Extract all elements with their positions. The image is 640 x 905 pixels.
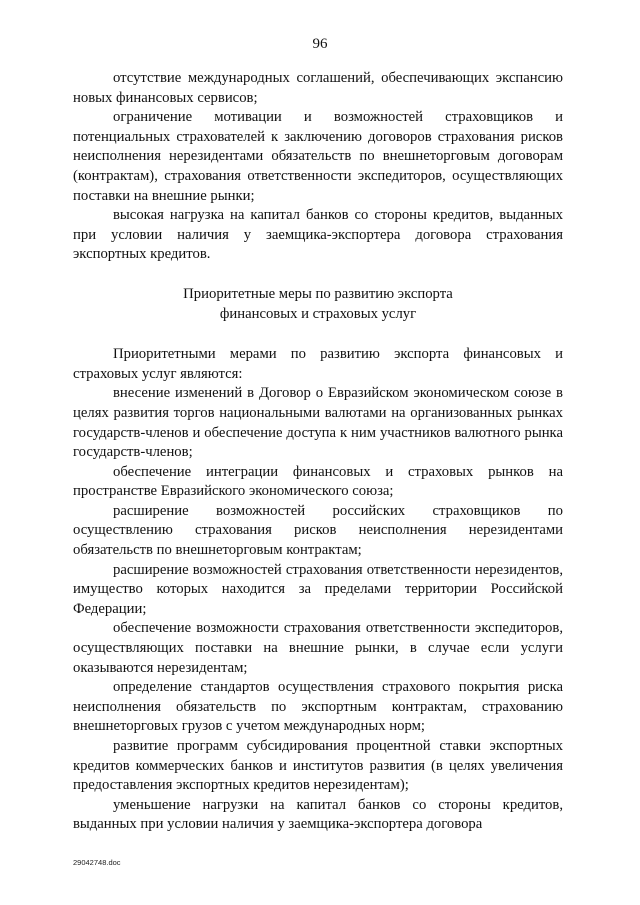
document-body: [73, 69, 563, 835]
section-heading-line: финансовых и страховых услуг: [219, 305, 417, 322]
paragraph: Приоритетными мерами по развитию экспорта финансовых и страховых услуг являются:: [73, 346, 563, 382]
page-number: 96: [312, 36, 328, 52]
document-filename: 29042748.doc: [73, 858, 121, 867]
paragraph: обеспечение интеграции финансовых и страховых рынков на пространстве Евразийского экономического союза;: [73, 463, 563, 500]
paragraph: расширение возможностей российских страховщиков по осуществлению страхования рисков неисполнения нерезидентами обязательств по внешнеторговым контрактам;: [73, 502, 563, 559]
paragraph: развитие программ субсидирования процентной ставки экспортных кредитов коммерческих банков и институтов развития (в целях увеличения предоставления экспортных кредитов нерезидентам);: [73, 738, 563, 794]
section-heading: [73, 285, 563, 324]
paragraph: отсутствие международных соглашений, обеспечивающих экспансию новых финансовых сервисов;: [73, 70, 563, 106]
paragraph: ограничение мотивации и возможностей страховщиков и потенциальных страхователей к заключению договоров страхования рисков неисполнения нерезидентами обязательств по внешнеторговым договорам (контрактам), страхования ответственности экспедиторов, осуществляющих поставки на внешние рынки;: [73, 109, 563, 204]
section-heading-line: Приоритетные меры по развитию экспорта: [183, 285, 453, 302]
paragraph: расширение возможностей страхования ответственности нерезидентов, имущество которых находится за пределами территории Российской Федерации;: [73, 561, 563, 617]
paragraph: уменьшение нагрузки на капитал банков со стороны кредитов, выданных при условии наличия у заемщика-экспортера договора: [73, 796, 563, 833]
paragraph: внесение изменений в Договор о Евразийском экономическом союзе в целях развития торгов национальными валютами на организованных рынках государств-членов и обеспечение доступа к ним участников валютного рынка государств-членов;: [73, 385, 563, 461]
paragraph: определение стандартов осуществления страхового покрытия риска неисполнения обязательств по экспортным контрактам, страхованию внешнеторговых грузов с учетом международных норм;: [73, 679, 563, 735]
paragraph: высокая нагрузка на капитал банков со стороны кредитов, выданных при условии наличия у заемщика-экспортера договора страхования экспортных кредитов.: [73, 207, 563, 263]
paragraph: обеспечение возможности страхования ответственности экспедиторов, осуществляющих поставки на внешние рынки, в случае если услуги оказываются нерезидентам;: [73, 620, 563, 676]
